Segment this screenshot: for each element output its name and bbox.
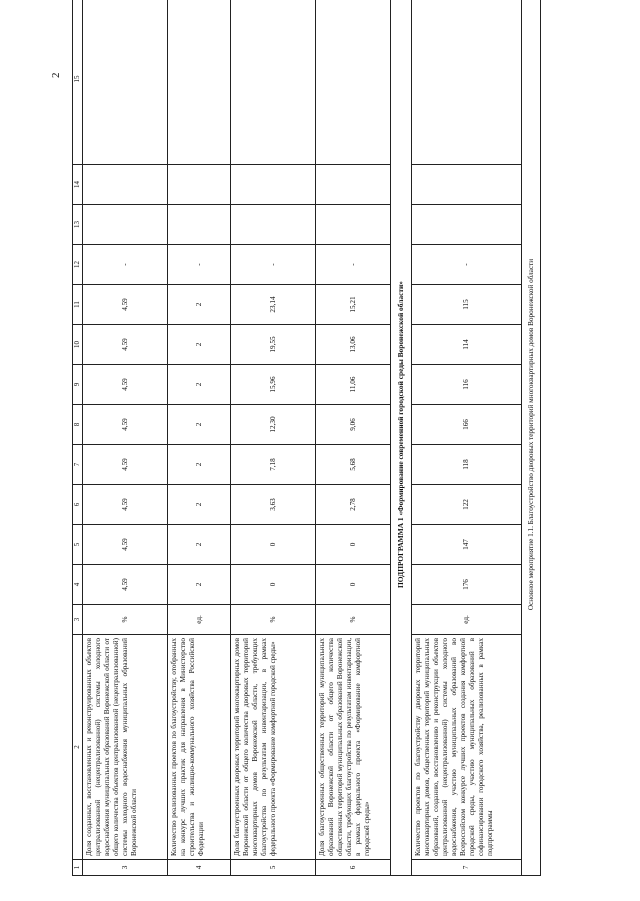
value-cell: [168, 165, 231, 205]
value-cell: [231, 205, 316, 245]
value-cell: 2: [168, 565, 231, 605]
value-cell: [412, 165, 522, 205]
row-number: 3: [83, 860, 168, 876]
indicator-description: Доля благоустроенных дворовых территорий многоквартирных домов Воронежской области от общего количества дворовых территорий многоквартирных домов Воронежской области, требующих благоустройства по результатам инвентаризации, в рамках федерального проекта «Формирование комфортной городской среды»: [231, 635, 316, 860]
rotated-table-page: [72, 34, 564, 876]
value-cell: 13,06: [316, 325, 391, 365]
value-cell: [83, 0, 168, 165]
value-cell: 2: [168, 365, 231, 405]
value-cell: 2: [168, 485, 231, 525]
value-cell: 4,59: [83, 445, 168, 485]
table-row: [231, 0, 316, 876]
row-number: 7: [412, 860, 522, 876]
value-cell: 5,68: [316, 445, 391, 485]
header-cell: 11: [73, 285, 83, 325]
value-cell: 0: [316, 565, 391, 605]
page-number: 2: [50, 72, 62, 78]
value-cell: [412, 205, 522, 245]
value-cell: [83, 165, 168, 205]
value-cell: 11,06: [316, 365, 391, 405]
value-cell: 9,06: [316, 405, 391, 445]
unit-cell: ед.: [412, 605, 522, 635]
value-cell: 166: [412, 405, 522, 445]
header-cell: 15: [73, 0, 83, 165]
table-row: [412, 0, 522, 876]
main-activity-row: [522, 0, 541, 876]
section-header-row: [391, 0, 412, 876]
value-cell: 12,30: [231, 405, 316, 445]
value-cell: 15,96: [231, 365, 316, 405]
value-cell: [316, 205, 391, 245]
table-row: [168, 0, 231, 876]
unit-cell: %: [83, 605, 168, 635]
header-cell: 12: [73, 245, 83, 285]
header-cell: 3: [73, 605, 83, 635]
header-cell: 6: [73, 485, 83, 525]
value-cell: 4,59: [83, 365, 168, 405]
value-cell: 4,59: [83, 325, 168, 365]
value-cell: -: [83, 245, 168, 285]
row-number: 4: [168, 860, 231, 876]
value-cell: 2: [168, 525, 231, 565]
header-cell: 2: [73, 635, 83, 860]
table-row: [83, 0, 168, 876]
value-cell: 4,59: [83, 565, 168, 605]
value-cell: 0: [316, 525, 391, 565]
value-cell: 114: [412, 325, 522, 365]
main-activity-title: Основное мероприятие 1.1. Благоустройство дворовых территорий многоквартирных домов Воронежской области: [522, 0, 541, 876]
value-cell: 4,59: [83, 485, 168, 525]
value-cell: -: [231, 245, 316, 285]
value-cell: 2: [168, 325, 231, 365]
value-cell: 2: [168, 445, 231, 485]
value-cell: 0: [231, 525, 316, 565]
value-cell: 3,63: [231, 485, 316, 525]
value-cell: 4,59: [83, 405, 168, 445]
value-cell: 23,14: [231, 285, 316, 325]
value-cell: -: [316, 245, 391, 285]
value-cell: [316, 165, 391, 205]
value-cell: 15,21: [316, 285, 391, 325]
unit-cell: %: [231, 605, 316, 635]
unit-cell: ед.: [168, 605, 231, 635]
value-cell: [231, 165, 316, 205]
value-cell: [83, 205, 168, 245]
value-cell: [168, 205, 231, 245]
indicator-description: Доля созданных, восстановленных и реконструированных объектов централизованной (нецентрализованной) системы холодного водоснабжения муниципальных образований Воронежской области от общего количества объектов централизованной (нецентрализованной) системы холодного водоснабжения муниципальных образований Воронежской области: [83, 635, 168, 860]
header-cell: 10: [73, 325, 83, 365]
value-cell: 2: [168, 405, 231, 445]
value-cell: 2,78: [316, 485, 391, 525]
header-cell: 14: [73, 165, 83, 205]
header-cell: 13: [73, 205, 83, 245]
value-cell: [316, 0, 391, 165]
value-cell: 4,59: [83, 285, 168, 325]
indicator-description: Количество проектов по благоустройству дворовых территорий многоквартирных домов, общественных территорий муниципальных образований, созданию, восстановлению и реконструкции объектов централизованной (нецентрализованной) системы холодного водоснабжения, участию муниципальных образований во Всероссийском конкурсе лучших проектов создания комфортной городской среды, участию муниципальных образований в софинансировании городского хозяйства, реализованных в рамках подпрограммы: [412, 635, 522, 860]
unit-cell: %: [316, 605, 391, 635]
value-cell: 115: [412, 285, 522, 325]
header-cell: 8: [73, 405, 83, 445]
indicator-description: Количество реализованных проектов по благоустройству, отобранных на конкурс лучших практик для направления в Министерство строительства и жилищно-коммунального хозяйства Российской Федерации: [168, 635, 231, 860]
header-number-row: [73, 0, 83, 876]
value-cell: 4,59: [83, 525, 168, 565]
value-cell: 0: [231, 565, 316, 605]
indicator-description: Доля благоустроенных общественных территорий муниципальных образований Воронежской области от общего количества общественных территорий муниципальных образований Воронежской области, требующих благоустройства по результатам инвентаризации, в рамках федерального проекта «Формирование комфортной городской среды»: [316, 635, 391, 860]
value-cell: 147: [412, 525, 522, 565]
value-cell: [412, 0, 522, 165]
header-cell: 5: [73, 525, 83, 565]
indicators-table: [72, 0, 541, 876]
header-cell: 7: [73, 445, 83, 485]
value-cell: [231, 0, 316, 165]
value-cell: [168, 0, 231, 165]
header-cell: 9: [73, 365, 83, 405]
value-cell: 122: [412, 485, 522, 525]
value-cell: -: [412, 245, 522, 285]
row-number: 6: [316, 860, 391, 876]
header-cell: 4: [73, 565, 83, 605]
value-cell: -: [168, 245, 231, 285]
section-title: ПОДПРОГРАММА 1 «Формирование современной городской среды Воронежской области»: [391, 0, 412, 876]
value-cell: 19,55: [231, 325, 316, 365]
row-number: 5: [231, 860, 316, 876]
table-row: [316, 0, 391, 876]
value-cell: 176: [412, 565, 522, 605]
value-cell: 116: [412, 365, 522, 405]
value-cell: 7,18: [231, 445, 316, 485]
value-cell: 118: [412, 445, 522, 485]
header-cell: 1: [73, 860, 83, 876]
value-cell: 2: [168, 285, 231, 325]
